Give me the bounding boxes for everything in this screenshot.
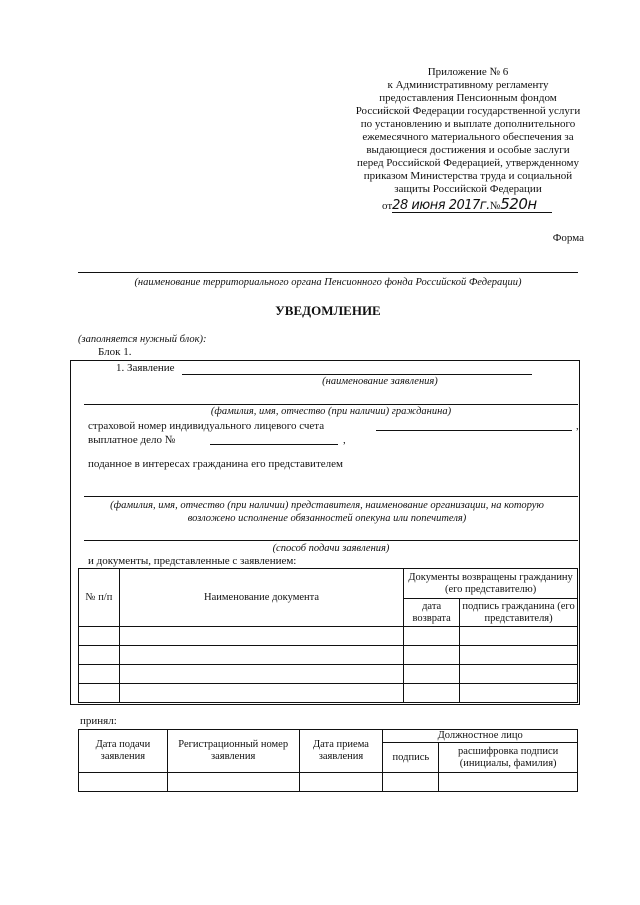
application-label: 1. Заявление xyxy=(116,362,175,374)
payment-comma: , xyxy=(343,434,346,446)
col-header-sign-decode: расшифровка подписи (инициалы, фамилия) xyxy=(439,743,578,773)
order-date-underline xyxy=(392,212,552,213)
insurance-comma: , xyxy=(576,420,579,432)
order-date-number xyxy=(382,195,562,216)
header-line: по установлению и выплате дополнительного xyxy=(360,118,576,130)
header-line: ежемесячного материального обеспечения за xyxy=(362,131,574,143)
header-line: приказом Министерства труда и социальной xyxy=(363,170,573,182)
payment-label: выплатное дело № xyxy=(88,434,176,446)
col-header-official: Должностное лицо xyxy=(383,730,578,743)
citizen-caption: (фамилия, имя, отчество (при наличии) гражданина) xyxy=(210,406,452,417)
block-label: Блок 1. xyxy=(98,346,132,358)
representative-caption-1: (фамилия, имя, отчество (при наличии) представителя, наименование организации, на которую xyxy=(110,500,544,511)
table-row xyxy=(79,627,578,646)
insurance-number-line[interactable] xyxy=(376,430,572,431)
col-header-sign: подпись xyxy=(383,743,439,773)
cell[interactable] xyxy=(79,684,120,703)
number-prefix: № xyxy=(489,200,501,212)
cell[interactable] xyxy=(439,773,578,792)
header-line: к Административному регламенту xyxy=(387,79,549,91)
cell[interactable] xyxy=(404,646,460,665)
cell[interactable] xyxy=(119,646,403,665)
header-line: предоставления Пенсионным фондом xyxy=(379,92,557,104)
col-header-doc-name: Наименование документа xyxy=(119,569,403,627)
appendix-header xyxy=(318,66,618,196)
cell[interactable] xyxy=(460,646,578,665)
table-row xyxy=(79,684,578,703)
org-name-line xyxy=(78,272,578,273)
method-caption: (способ подачи заявления) xyxy=(272,543,390,554)
cell[interactable] xyxy=(404,665,460,684)
col-header-signature: подпись гражданина (его представителя) xyxy=(460,599,578,627)
accepted-label: принял: xyxy=(80,715,117,727)
cell[interactable] xyxy=(460,627,578,646)
col-header-returned: Документы возвращены гражданину (его представителю) xyxy=(404,569,578,599)
insurance-label: страховой номер индивидуального лицевого счета xyxy=(88,420,325,432)
header-line: Российской Федерации государственной услуги xyxy=(355,105,581,117)
cell[interactable] xyxy=(79,646,120,665)
table-row xyxy=(79,646,578,665)
representative-caption-2: возложено исполнение обязанностей опекуна или попечителя) xyxy=(187,513,467,524)
documents-table xyxy=(78,568,578,703)
representative-label: поданное в интересах гражданина его представителем xyxy=(88,458,343,470)
form-label: Форма xyxy=(552,232,584,244)
cell[interactable] xyxy=(299,773,383,792)
col-header-submit-date: Дата подачи заявления xyxy=(79,730,168,773)
cell[interactable] xyxy=(79,627,120,646)
col-header-accept-date: Дата приема заявления xyxy=(299,730,383,773)
cell[interactable] xyxy=(404,684,460,703)
representative-line[interactable] xyxy=(84,496,578,497)
org-caption: (наименование территориального органа Пенсионного фонда Российской Федерации) xyxy=(134,277,522,288)
cell[interactable] xyxy=(460,665,578,684)
cell[interactable] xyxy=(404,627,460,646)
payment-number-line[interactable] xyxy=(210,444,338,445)
col-header-reg-number: Регистрационный номер заявления xyxy=(167,730,299,773)
cell[interactable] xyxy=(167,773,299,792)
header-line: перед Российской Федерацией, утвержденному xyxy=(356,157,580,169)
cell[interactable] xyxy=(119,684,403,703)
handwritten-number: 520н xyxy=(500,195,537,213)
cell[interactable] xyxy=(119,665,403,684)
header-line: выдающиеся достижения и особые заслуги xyxy=(366,144,570,156)
cell[interactable] xyxy=(79,773,168,792)
table-row xyxy=(79,773,578,792)
cell[interactable] xyxy=(119,627,403,646)
cell[interactable] xyxy=(79,665,120,684)
application-name-caption: (наименование заявления) xyxy=(322,376,438,387)
handwritten-date: 28 июня 2017г. xyxy=(392,198,490,213)
date-prefix: от xyxy=(382,200,393,212)
table-row xyxy=(79,665,578,684)
cell[interactable] xyxy=(460,684,578,703)
docs-intro: и документы, представленные с заявлением: xyxy=(88,555,297,567)
header-line: защиты Российской Федерации xyxy=(394,183,542,195)
acceptance-table xyxy=(78,729,578,792)
col-header-return-date: дата возврата xyxy=(404,599,460,627)
col-header-number: № п/п xyxy=(79,569,120,627)
page-title: УВЕДОМЛЕНИЕ xyxy=(275,303,381,318)
header-line: Приложение № 6 xyxy=(427,66,509,78)
method-line[interactable] xyxy=(84,540,578,541)
cell[interactable] xyxy=(383,773,439,792)
fill-note: (заполняется нужный блок): xyxy=(78,334,207,345)
